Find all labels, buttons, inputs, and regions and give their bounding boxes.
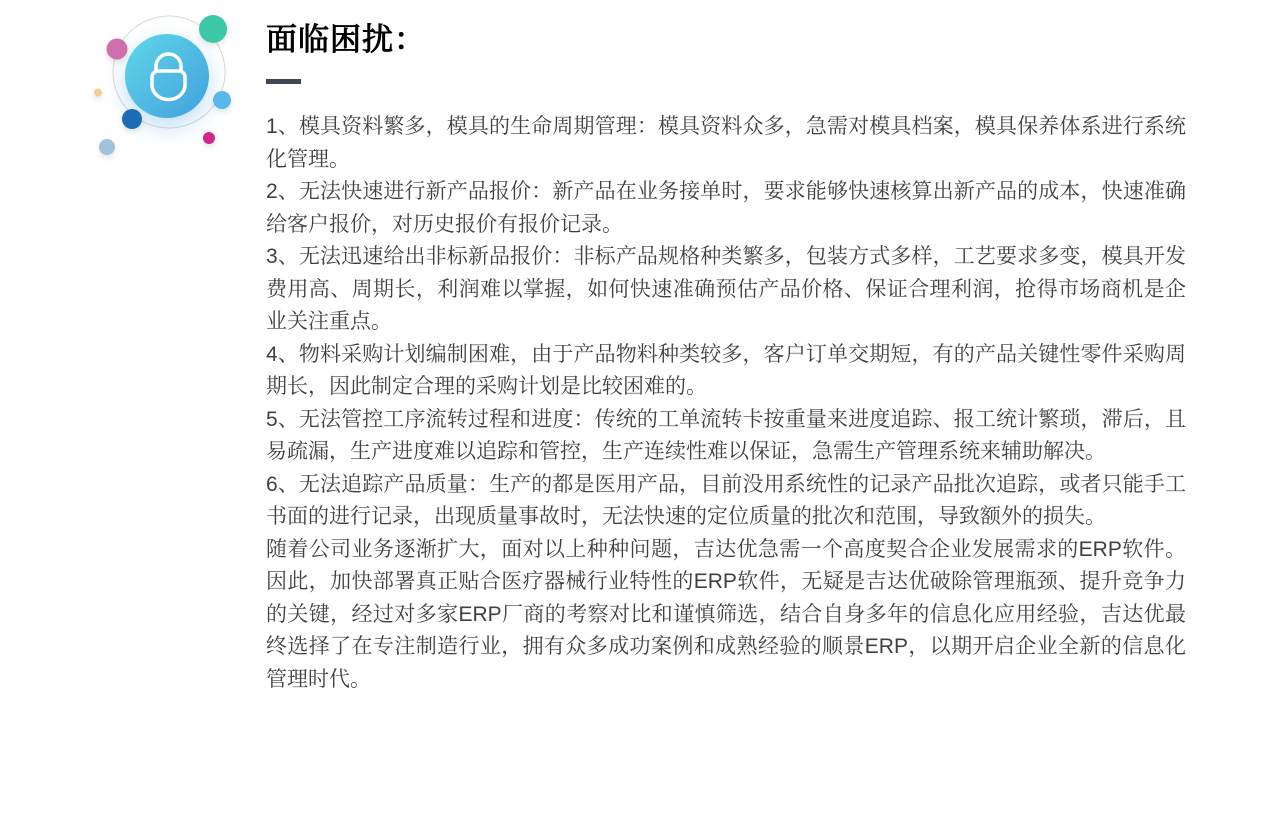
pink-dot — [107, 39, 128, 60]
page-title: 面临困扰： — [266, 22, 426, 57]
pain-point-item: 6、无法追踪产品质量：生产的都是医用产品，目前没用系统性的记录产品批次追踪，或者只能手工书面的进行记录，出现质量事故时，无法快速的定位质量的批次和范围，导致额外的损失。 — [266, 472, 1186, 528]
title-underline — [266, 79, 301, 84]
pain-point-list — [266, 111, 1186, 696]
teal-dot — [199, 15, 227, 43]
pain-point-item: 5、无法管控工序流转过程和进度：传统的工单流转卡按重量来进度追踪、报工统计繁琐，滞后，且易疏漏，生产进度难以追踪和管控，生产连续性难以保证，急需生产管理系统来辅助解决。 — [266, 407, 1186, 463]
pale-blue-dot — [99, 139, 115, 155]
pain-point-item: 2、无法快速进行新产品报价：新产品在业务接单时，要求能够快速核算出新产品的成本，快速准确给客户报价，对历史报价有报价记录。 — [266, 180, 1186, 236]
content-column — [266, 21, 1186, 696]
closing-paragraph: 随着公司业务逐渐扩大，面对以上种种问题，吉达优急需一个高度契合企业发展需求的ERP软件。因此，加快部署真正贴合医疗器械行业特性的ERP软件，无疑是吉达优破除管理瓶颈、提升竞争力的关键，经过对多家ERP厂商的考察对比和谨慎筛选，结合自身多年的信息化应用经验，吉达优最终选择了在专注制造行业，拥有众多成功案例和成熟经验的顺景ERP，以期开启企业全新的信息化管理时代。 — [266, 537, 1186, 691]
pain-point-item: 3、无法迅速给出非标新品报价：非标产品规格种类繁多，包装方式多样，工艺要求多变，模具开发费用高、周期长，利润难以掌握，如何快速准确预估产品价格、保证合理利润，抢得市场商机是企业关注重点。 — [266, 245, 1186, 333]
sky-blue-dot — [213, 91, 231, 109]
lock-badge — [125, 34, 209, 118]
pain-point-item: 4、物料采购计划编制困难，由于产品物料种类较多，客户订单交期短，有的产品关键性零件采购周期长，因此制定合理的采购计划是比较困难的。 — [266, 342, 1186, 398]
dark-blue-dot — [122, 109, 142, 129]
magenta-dot — [203, 132, 215, 144]
pain-point-item: 1、模具资料繁多，模具的生命周期管理：模具资料众多，急需对模具档案，模具保养体系进行系统化管理。 — [266, 115, 1186, 171]
decor-graphic — [85, 0, 260, 170]
yellow-dot — [94, 89, 102, 97]
